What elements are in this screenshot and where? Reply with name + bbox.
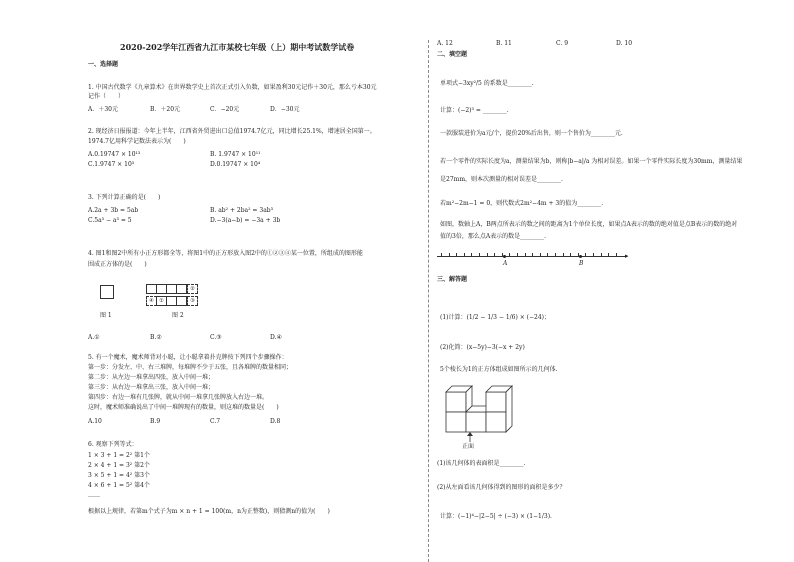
q4-option-a: A.① bbox=[88, 334, 100, 341]
q2-option-a: A.0.19747 × 10¹³ bbox=[88, 151, 141, 158]
q6-stem: 6. 观察下列等式： bbox=[88, 441, 138, 448]
q6-tail: 根据以上规律，若第m个式子为m × n + 1 = 100(m，n为正整数)，则猜测n的值为( ) bbox=[88, 508, 330, 515]
q4-option-c: C.③ bbox=[210, 334, 222, 341]
number-line-tick bbox=[449, 253, 450, 257]
front-arrow-head bbox=[467, 432, 473, 436]
q6-equation: 4 × 6 + 1 = 5² 第4个 bbox=[88, 482, 150, 489]
number-line-tick bbox=[441, 253, 442, 257]
number-line-tick bbox=[555, 253, 556, 257]
q5-line: 第四步：右边一堆有几张牌，就从中间一堆拿几张牌放入右边一堆。 bbox=[88, 394, 269, 401]
number-line-tick bbox=[525, 253, 526, 257]
q5-line: 这时，魔术师准确说出了中间一堆牌现有的数量，则这堆的数量是( ) bbox=[88, 404, 279, 411]
q5-option-c: C.7 bbox=[210, 418, 221, 425]
fill-q1: 单项式−3xy²/5 的系数是________. bbox=[440, 80, 534, 87]
number-line-tick bbox=[547, 253, 548, 257]
number-line-tick bbox=[570, 253, 571, 257]
q4-stem-line1: 4. 图1和图2中所有小正方形都全等，将图1中的正方形放入图2中的①②③④某一位置，所组成的图形能 bbox=[88, 250, 363, 257]
q5-line: 第三步：从右边一堆拿出三张，放入中间一堆； bbox=[88, 384, 215, 391]
q2-stem-line2: 1974.7亿用科学记数法表示为( ) bbox=[88, 138, 186, 145]
q6-option-d: D. 10 bbox=[616, 40, 633, 47]
number-line-tick bbox=[563, 253, 564, 257]
exam-title: 2020-202学年江西省九江市某校七年级（上）期中考试数学试卷 bbox=[120, 42, 355, 52]
q1-stem-line2: 记作（ ） bbox=[88, 93, 125, 100]
number-line-tick bbox=[616, 253, 617, 257]
number-line-tick bbox=[593, 253, 594, 257]
fig2-cell-1: ① bbox=[156, 296, 167, 306]
figure-2-caption: 图 2 bbox=[172, 312, 184, 319]
fig2-cell-2: ② bbox=[187, 284, 198, 294]
number-line-tick bbox=[464, 253, 465, 257]
fig2-cell bbox=[176, 284, 187, 294]
q2-option-d: D.0.19747 × 10⁴ bbox=[210, 161, 261, 168]
point-b bbox=[579, 255, 582, 258]
cube bbox=[446, 412, 466, 432]
fill-q6-line2: 值的3倍，那么点A表示的数是________. bbox=[440, 233, 547, 240]
number-line-tick bbox=[517, 253, 518, 257]
cube bbox=[486, 392, 506, 412]
solve-q3: 5个棱长为1的正方体组成如图所示的几何体. bbox=[440, 366, 558, 373]
solve-q2: (2)化简：(x−5y)−3(−x + 2y) bbox=[440, 344, 525, 351]
q6-option-b: B. 11 bbox=[496, 40, 512, 47]
number-line-tick bbox=[487, 253, 488, 257]
q5-option-d: D.8 bbox=[270, 418, 281, 425]
number-line-tick bbox=[540, 253, 541, 257]
cube bbox=[466, 412, 486, 432]
q5-option-a: A.10 bbox=[88, 418, 102, 425]
number-line-tick bbox=[532, 253, 533, 257]
number-line-tick bbox=[585, 253, 586, 257]
number-line-tick bbox=[471, 253, 472, 257]
q2-stem-line1: 2. 现经济日报报道：今年上半年，江西省外贸进出口总值1974.7亿元，同比增长25.1%，增速居全国第一。 bbox=[88, 128, 376, 135]
q5-line: 第一步：分发左、中、右三堆牌，每堆牌不少于五张，且各堆牌的数量相同； bbox=[88, 364, 293, 371]
q4-option-d: D.④ bbox=[270, 334, 282, 341]
q2-option-b: B. 1.9747 × 10¹¹ bbox=[210, 151, 261, 158]
q2-option-c: C.1.9747 × 10³ bbox=[88, 161, 135, 168]
q1-option-a: A．＋30元 bbox=[88, 106, 118, 113]
fill-q3: 一款服装进价为a元/个，提价20%后出售，则一个售价为________元. bbox=[440, 130, 623, 137]
solve-q5: (2)从左面看该几何体得到的图形的面积是多少？ bbox=[437, 484, 566, 491]
fig2-cell-3: ③ bbox=[187, 296, 198, 306]
solve-q6: 计算：(−1)⁴−|2−5| ÷ (−3) × (1−1/3). bbox=[440, 513, 552, 520]
number-line-arrow: ▸ bbox=[625, 252, 629, 260]
q1-option-c: C．−20元 bbox=[210, 106, 240, 113]
q1-option-d: D．−30元 bbox=[270, 106, 300, 113]
q6-equation: …… bbox=[88, 492, 100, 499]
q6-option-a: A. 12 bbox=[437, 40, 453, 47]
q5-line: 5. 有一个魔术，魔术师背对小聪，让小聪拿着扑克牌按下列四个步骤操作： bbox=[88, 354, 288, 361]
section-solve-heading: 三、解答题 bbox=[437, 276, 468, 283]
number-line-tick bbox=[608, 253, 609, 257]
number-line-tick bbox=[494, 253, 495, 257]
cube bbox=[446, 392, 466, 412]
q4-stem-line2: 围成正方体的是( ) bbox=[88, 261, 147, 268]
point-a bbox=[503, 255, 506, 258]
front-view-label: 正面 bbox=[462, 443, 475, 450]
column-divider bbox=[428, 40, 429, 562]
number-line-tick bbox=[601, 253, 602, 257]
cube-side bbox=[506, 386, 512, 432]
q4-option-b: B.② bbox=[150, 334, 162, 341]
q3-option-b: B. ab² + 2ba² = 3ab³ bbox=[210, 207, 274, 214]
q5-option-b: B.9 bbox=[150, 418, 161, 425]
fill-q4-line1: 若一个零件的实际长度为a，测量结果为b，则称|b−a|/a 为相对误差。如果一个零件实际长度为30mm，测量结果 bbox=[440, 158, 743, 165]
solve-q1: (1)计算：(1/2 − 1/3 − 1/6) × (−24)； bbox=[440, 314, 551, 321]
q5-line: 第二步：从左边一堆拿出四张，放入中间一堆； bbox=[88, 374, 215, 381]
fill-q5: 若m²−2m−1 = 0，则代数式2m²−4m + 3的值为________. bbox=[440, 200, 604, 207]
number-line-tick bbox=[509, 253, 510, 257]
fig2-cell bbox=[176, 296, 187, 306]
number-line-tick bbox=[456, 253, 457, 257]
q3-stem: 3. 下列计算正确的是( ) bbox=[88, 194, 161, 201]
q6-equation: 1 × 3 + 1 = 2² 第1个 bbox=[88, 452, 150, 459]
q1-stem-line1: 1. 中国古代数学《九章算术》在世界数学史上首次正式引入负数，如果盈利30元记作＋30元，那么亏本30元 bbox=[88, 84, 377, 91]
number-line-tick bbox=[479, 253, 480, 257]
q3-option-d: D.−3(a−b) = −3a + 3b bbox=[210, 217, 281, 224]
fig2-cell-4: ④ bbox=[146, 296, 157, 306]
section-fill-heading: 二、填空题 bbox=[437, 51, 468, 58]
solve-q4: (1)该几何体的表面积是________. bbox=[437, 460, 526, 467]
q1-option-b: B．＋20元 bbox=[150, 106, 181, 113]
point-a-label: A bbox=[503, 260, 508, 267]
q3-option-c: C.5a³ − a³ = 5 bbox=[88, 217, 132, 224]
q6-option-c: C. 9 bbox=[556, 40, 569, 47]
fill-q4-line2: 是27mm，则本次测量的相对误差是________. bbox=[440, 176, 563, 183]
figure-1-square bbox=[100, 285, 114, 299]
cube-figure-drawing bbox=[440, 376, 530, 446]
q6-equation: 2 × 4 + 1 = 3² 第2个 bbox=[88, 462, 150, 469]
fill-q6-line1: 如图，数轴上A，B两点所表示的数之间的距离为1个单位长度，如果点A表示的数的绝对值是点B表示的数的绝对 bbox=[440, 221, 738, 228]
q3-option-a: A.2a + 3b = 5ab bbox=[88, 207, 139, 214]
cube bbox=[486, 412, 506, 432]
figure-1-caption: 图 1 bbox=[100, 312, 112, 319]
q6-equation: 3 × 5 + 1 = 4² 第3个 bbox=[88, 472, 150, 479]
point-b-label: B bbox=[579, 260, 584, 267]
section-choice-heading: 一、选择题 bbox=[88, 61, 119, 68]
fill-q2: 计算：(−2)³ = ________. bbox=[440, 107, 509, 114]
